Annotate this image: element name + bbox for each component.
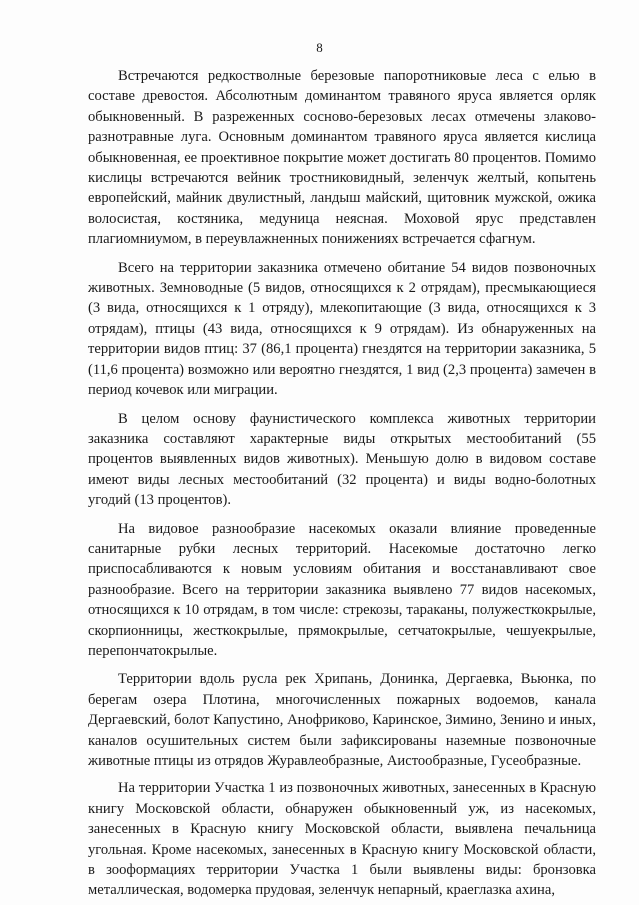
paragraph-vertebrates: Всего на территории заказника отмечено обитание 54 видов позвоночных животных. Земноводные (5 видов, относящихся к 2 отрядам), пресмыкающиеся (3 вида, относящихся к 1 отряду), млекопитающие (3 вида, относящихся к 3 отрядам), птицы (43 вида, относящихся к 9 отрядам). Из обнаруженных на территории видов птиц: 37 (86,1 процента) гнездятся на территории заказника, 5 (11,6 процента) возможно или вероятно гнездятся, 1 вид (2,3 процента) замечен в период кочевок или миграции. <box>88 259 596 399</box>
paragraph-faunistic-complex: В целом основу фаунистического комплекса животных территории заказника составляют характерные виды открытых местообитаний (55 процентов выявленных видов животных). Меньшую долю в видовом составе имеют виды лесных местообитаний (32 процента) и виды водно-болотных угодий (13 процентов). <box>88 410 596 509</box>
paragraph-insects: На видовое разнообразие насекомых оказали влияние проведенные санитарные рубки лесных территорий. Насекомые достаточно легко приспосабливаются к новым условиям обитания и восстанавливают свое разнообразие. Всего на территории заказника выявлено 77 видов насекомых, относящихся к 10 отрядам, в том числе: стрекозы, тараканы, полужесткокрылые, скорпионницы, жесткокрылые, прямокрылые, сетчатокрылые, чешуекрылые, перепончатокрылые. <box>88 520 596 659</box>
paragraph-red-book: На территории Участка 1 из позвоночных животных, занесенных в Красную книгу Московской области, обнаружен обыкновенный уж, из насекомых, занесенных в Красную книгу Московской области, выявлена печальница угольная. Кроме насекомых, занесенных в Красную книгу Московской области, в зооформациях территории Участка 1 были выявлены виды: бронзовка металлическая, водомерка прудовая, зеленчук непарный, краеглазка ахина, <box>88 780 596 899</box>
document-body <box>88 66 596 901</box>
paragraph-vegetation: Встречаются редкостволные березовые папоротниковые леса с елью в составе древостоя. Абсолютным доминантом травяного яруса является орляк обыкновенный. В разреженных сосново-березовых лесах отмечены злаково-разнотравные луга. Основным доминантом травяного яруса является кислица обыкновенная, ее проективное покрытие может достигать 80 процентов. Помимо кислицы встречаются вейник тростниковидный, зеленчук желтый, копытень европейский, майник двулистный, ландыш майский, щитовник мужской, ожика волосистая, костяника, медуница неясная. Моховой ярус представлен плагиомниумом, в переувлажненных понижениях встречается сфагнум. <box>88 68 596 248</box>
paragraph-waterbodies: Территории вдоль русла рек Хрипань, Донинка, Дергаевка, Вьюнка, по берегам озера Плотина, многочисленных пожарных водоемов, канала Дергаевский, болот Капустино, Анофриково, Каринское, Зимино, Зенино и иных, каналов осушительных систем были зафиксированы наземные позвоночные животные птицы из отрядов Журавлеобразные, Аистообразные, Гусеобразные. <box>88 671 596 769</box>
page-number: 8 <box>316 40 323 55</box>
